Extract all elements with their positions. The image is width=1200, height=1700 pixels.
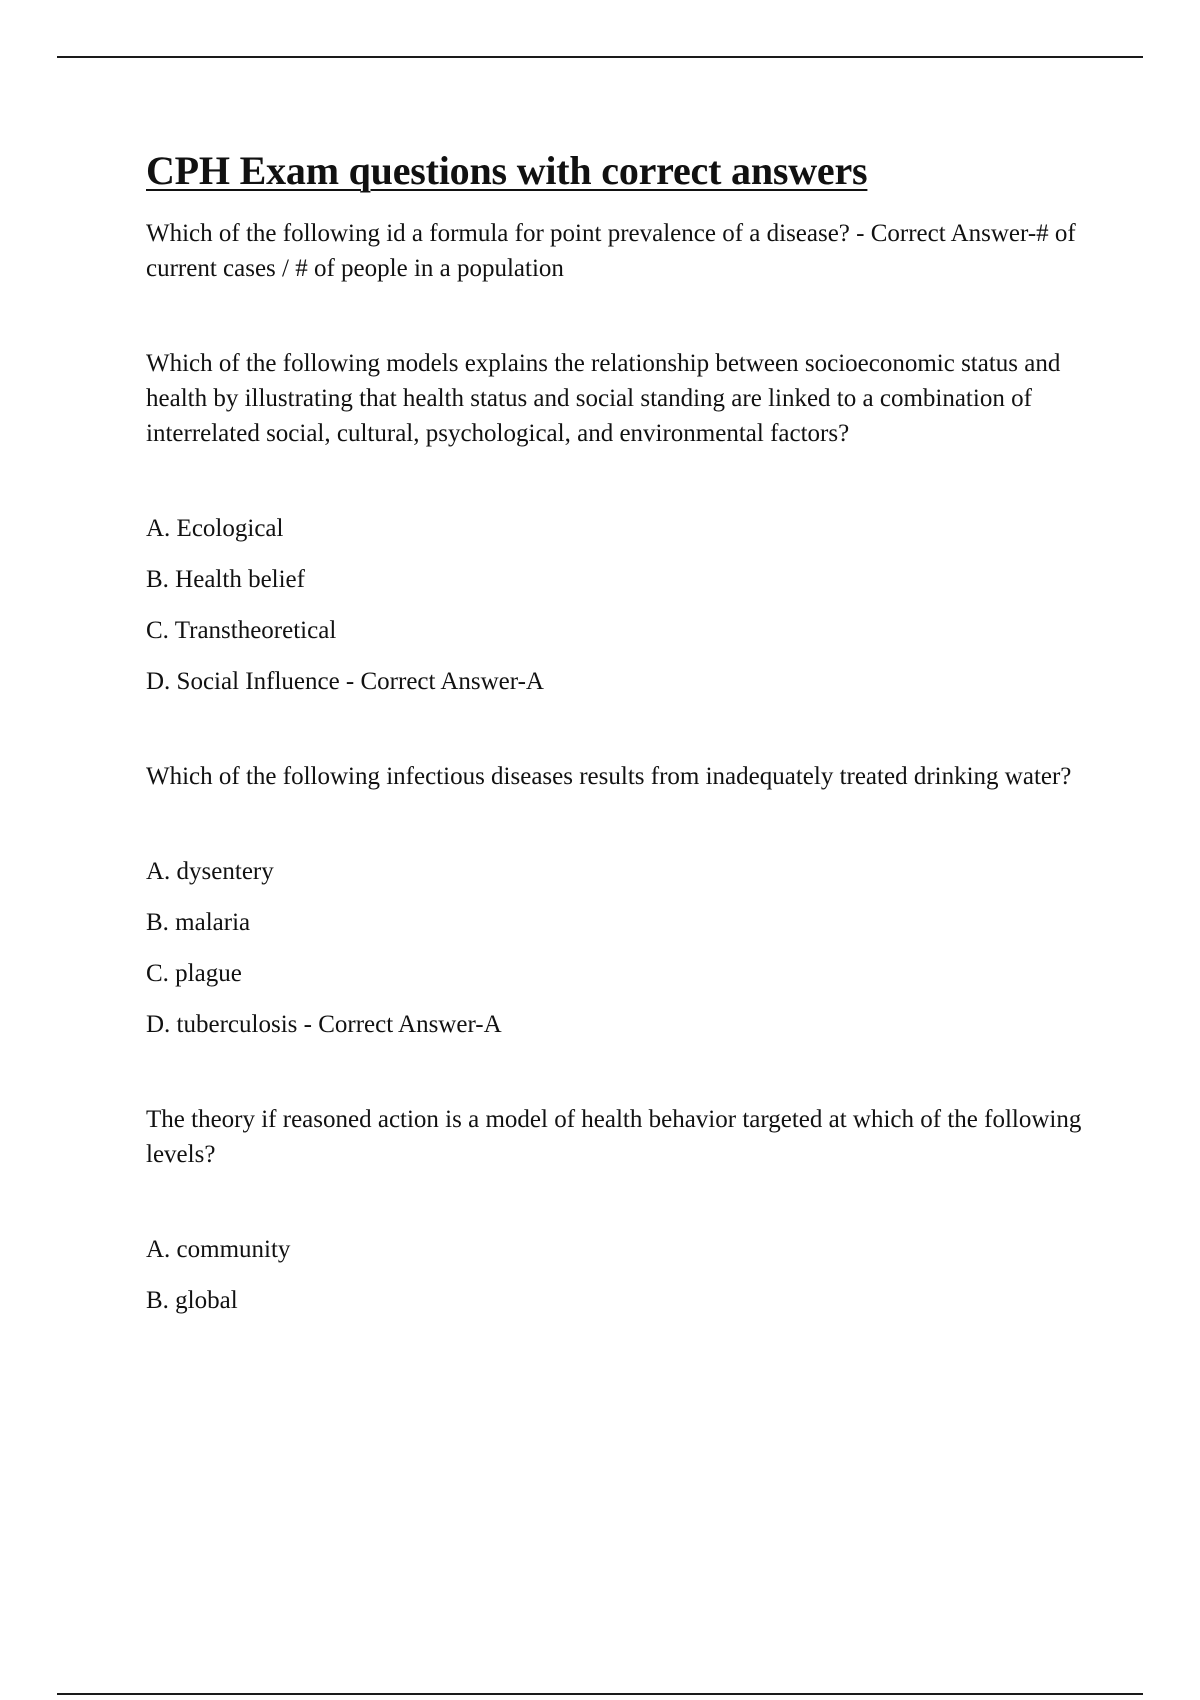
question-3-option-d: D. tuberculosis - Correct Answer-A — [146, 1011, 502, 1038]
question-1 — [146, 216, 1096, 286]
question-3-options — [146, 854, 1096, 1042]
question-2-text: Which of the following models explains the relationship between socioeconomic status and health by illustrating that health status and social standing are linked to a combination of interrelated social, cultural, psychological, and environmental factors? — [146, 350, 1061, 447]
document-body — [146, 146, 1096, 1318]
question-3 — [146, 759, 1096, 1042]
top-rule — [57, 56, 1143, 58]
question-3-text: Which of the following infectious diseases results from inadequately treated drinking water? — [146, 763, 1072, 790]
question-4 — [146, 1102, 1096, 1318]
question-2-option-b: B. Health belief — [146, 566, 305, 593]
question-4-options — [146, 1232, 1096, 1318]
question-4-option-a: A. community — [146, 1236, 291, 1263]
question-3-option-b: B. malaria — [146, 909, 251, 936]
question-1-text: Which of the following id a formula for point prevalence of a disease? - Correct Answer-# of current cases / # of people in a population — [146, 220, 1076, 282]
document-title: CPH Exam questions with correct answers — [146, 148, 868, 193]
question-2-option-d: D. Social Influence - Correct Answer-A — [146, 668, 544, 695]
bottom-rule — [57, 1693, 1143, 1695]
question-2 — [146, 346, 1096, 699]
question-3-option-a: A. dysentery — [146, 858, 274, 885]
question-2-options — [146, 511, 1096, 699]
question-3-option-c: C. plague — [146, 960, 242, 987]
question-2-option-c: C. Transtheoretical — [146, 617, 337, 644]
question-4-option-b: B. global — [146, 1287, 238, 1314]
question-2-option-a: A. Ecological — [146, 515, 284, 542]
question-4-text: The theory if reasoned action is a model of health behavior targeted at which of the following levels? — [146, 1106, 1082, 1168]
